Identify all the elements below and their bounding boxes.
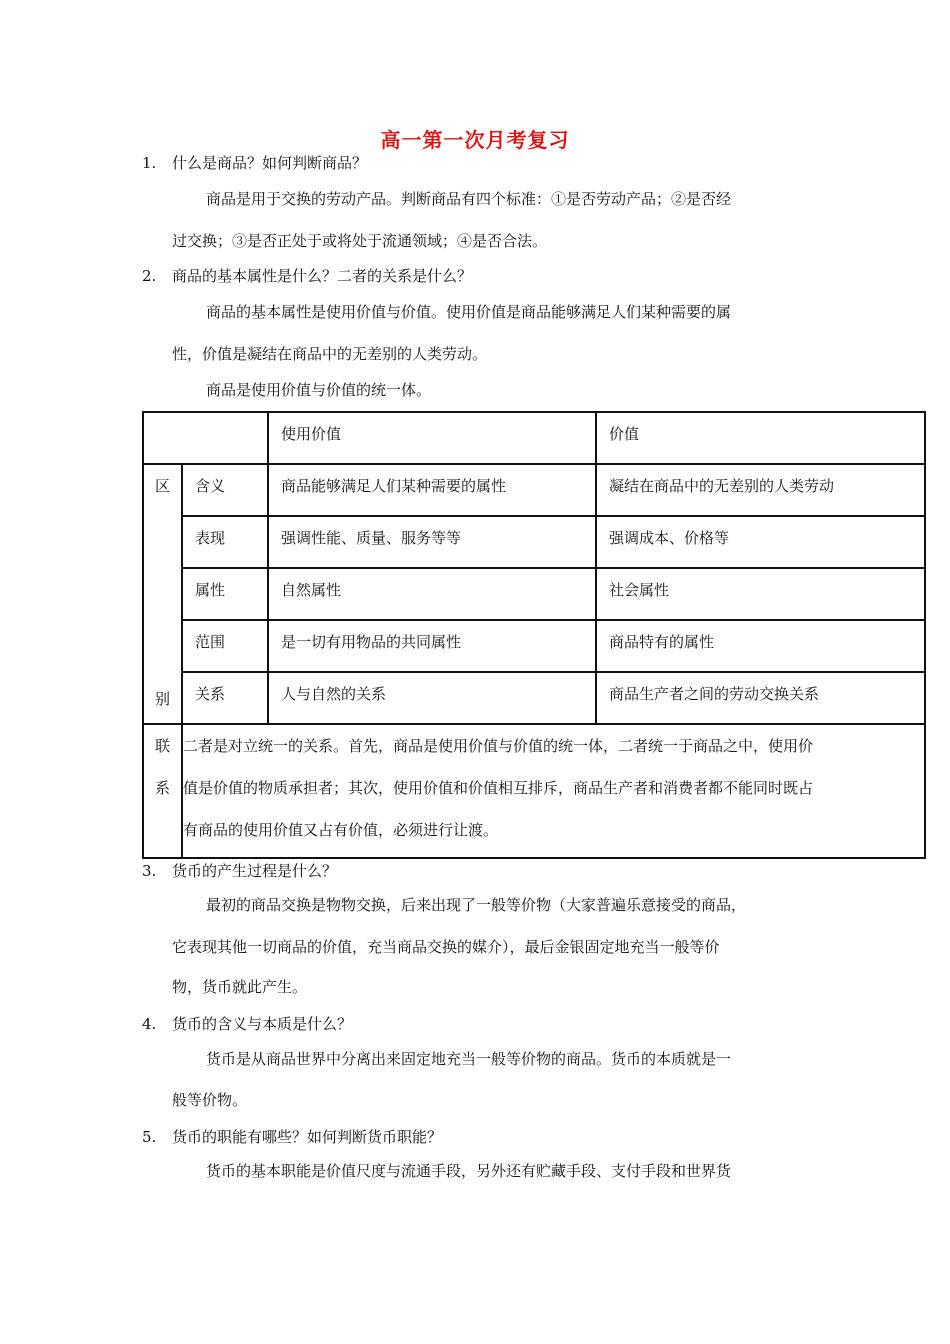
question-text: 商品的基本属性是什么？二者的关系是什么？ bbox=[172, 267, 473, 285]
link-label-2: 系 bbox=[154, 779, 170, 797]
table-row bbox=[143, 620, 925, 672]
question-number: 3. bbox=[142, 862, 157, 880]
use-value-cell: 人与自然的关系 bbox=[268, 672, 596, 724]
row-label: 范围 bbox=[182, 620, 268, 672]
answer-1-line-2: 过交换；③是否正处于或将处于流通领域；④是否合法。 bbox=[172, 232, 548, 250]
link-text-line-2: 值是价值的物质承担者；其次，使用价值和价值相互排斥，商品生产者和消费者都不能同时既占 bbox=[183, 779, 814, 797]
header-value: 价值 bbox=[596, 412, 925, 464]
answer-4-line-1: 货币是从商品世界中分离出来固定地充当一般等价物的商品。货币的本质就是一 bbox=[206, 1050, 732, 1068]
answer-1-line-1: 商品是用于交换的劳动产品。判断商品有四个标准：①是否劳动产品；②是否经 bbox=[206, 190, 732, 208]
header-use-value: 使用价值 bbox=[268, 412, 596, 464]
question-number: 1. bbox=[142, 154, 157, 172]
difference-label-top: 区 bbox=[154, 477, 170, 495]
use-value-cell: 商品能够满足人们某种需要的属性 bbox=[268, 464, 596, 516]
question-text: 货币的产生过程是什么？ bbox=[172, 862, 338, 880]
use-value-cell: 自然属性 bbox=[268, 568, 596, 620]
table-row bbox=[143, 516, 925, 568]
table-link-row bbox=[143, 724, 925, 858]
value-cell: 商品生产者之间的劳动交换关系 bbox=[596, 672, 925, 724]
answer-5-line-1: 货币的基本职能是价值尺度与流通手段，另外还有贮藏手段、支付手段和世界货 bbox=[206, 1162, 732, 1180]
row-label: 含义 bbox=[182, 464, 268, 516]
answer-2-line-1: 商品的基本属性是使用价值与价值。使用价值是商品能够满足人们某种需要的属 bbox=[206, 303, 732, 321]
link-label-cell bbox=[143, 724, 182, 858]
question-1 bbox=[142, 152, 367, 173]
row-label: 表现 bbox=[182, 516, 268, 568]
difference-label-bottom: 别 bbox=[154, 690, 170, 708]
value-cell: 强调成本、价格等 bbox=[596, 516, 925, 568]
link-text-line-3: 有商品的使用价值又占有价值，必须进行让渡。 bbox=[183, 821, 499, 839]
answer-2-line-3: 商品是使用价值与价值的统一体。 bbox=[206, 381, 432, 399]
link-label-1: 联 bbox=[154, 737, 170, 755]
question-number: 4. bbox=[142, 1015, 157, 1033]
value-cell: 凝结在商品中的无差别的人类劳动 bbox=[596, 464, 925, 516]
answer-3-line-1: 最初的商品交换是物物交换，后来出现了一般等价物（大家普遍乐意接受的商品， bbox=[206, 896, 747, 914]
row-label: 属性 bbox=[182, 568, 268, 620]
value-cell: 商品特有的属性 bbox=[596, 620, 925, 672]
table-row bbox=[143, 568, 925, 620]
table-row bbox=[143, 464, 925, 516]
answer-3-line-3: 物，货币就此产生。 bbox=[172, 978, 308, 996]
link-text-line-1: 二者是对立统一的关系。首先，商品是使用价值与价值的统一体，二者统一于商品之中，使用价 bbox=[183, 737, 814, 755]
question-number: 5. bbox=[142, 1128, 157, 1146]
question-text: 货币的含义与本质是什么？ bbox=[172, 1015, 353, 1033]
question-2 bbox=[142, 265, 472, 286]
row-label: 关系 bbox=[182, 672, 268, 724]
answer-3-line-2: 它表现其他一切商品的价值，充当商品交换的媒介），最后金银固定地充当一般等价 bbox=[172, 938, 720, 956]
difference-label-cell bbox=[143, 464, 182, 724]
question-number: 2. bbox=[142, 267, 157, 285]
use-value-cell: 是一切有用物品的共同属性 bbox=[268, 620, 596, 672]
question-text: 货币的职能有哪些？如何判断货币职能？ bbox=[172, 1128, 443, 1146]
answer-2-line-2: 性，价值是凝结在商品中的无差别的人类劳动。 bbox=[172, 345, 488, 363]
page-title: 高一第一次月考复习 bbox=[380, 128, 570, 152]
comparison-table bbox=[142, 411, 926, 859]
link-text-cell bbox=[182, 724, 925, 858]
answer-4-line-2: 般等价物。 bbox=[172, 1091, 248, 1109]
value-cell: 社会属性 bbox=[596, 568, 925, 620]
question-5 bbox=[142, 1126, 442, 1147]
table-row bbox=[143, 672, 925, 724]
question-3 bbox=[142, 860, 337, 881]
question-4 bbox=[142, 1013, 352, 1034]
question-text: 什么是商品？如何判断商品？ bbox=[172, 154, 368, 172]
table-header-row bbox=[143, 412, 925, 464]
table-corner-cell bbox=[143, 412, 268, 464]
use-value-cell: 强调性能、质量、服务等等 bbox=[268, 516, 596, 568]
